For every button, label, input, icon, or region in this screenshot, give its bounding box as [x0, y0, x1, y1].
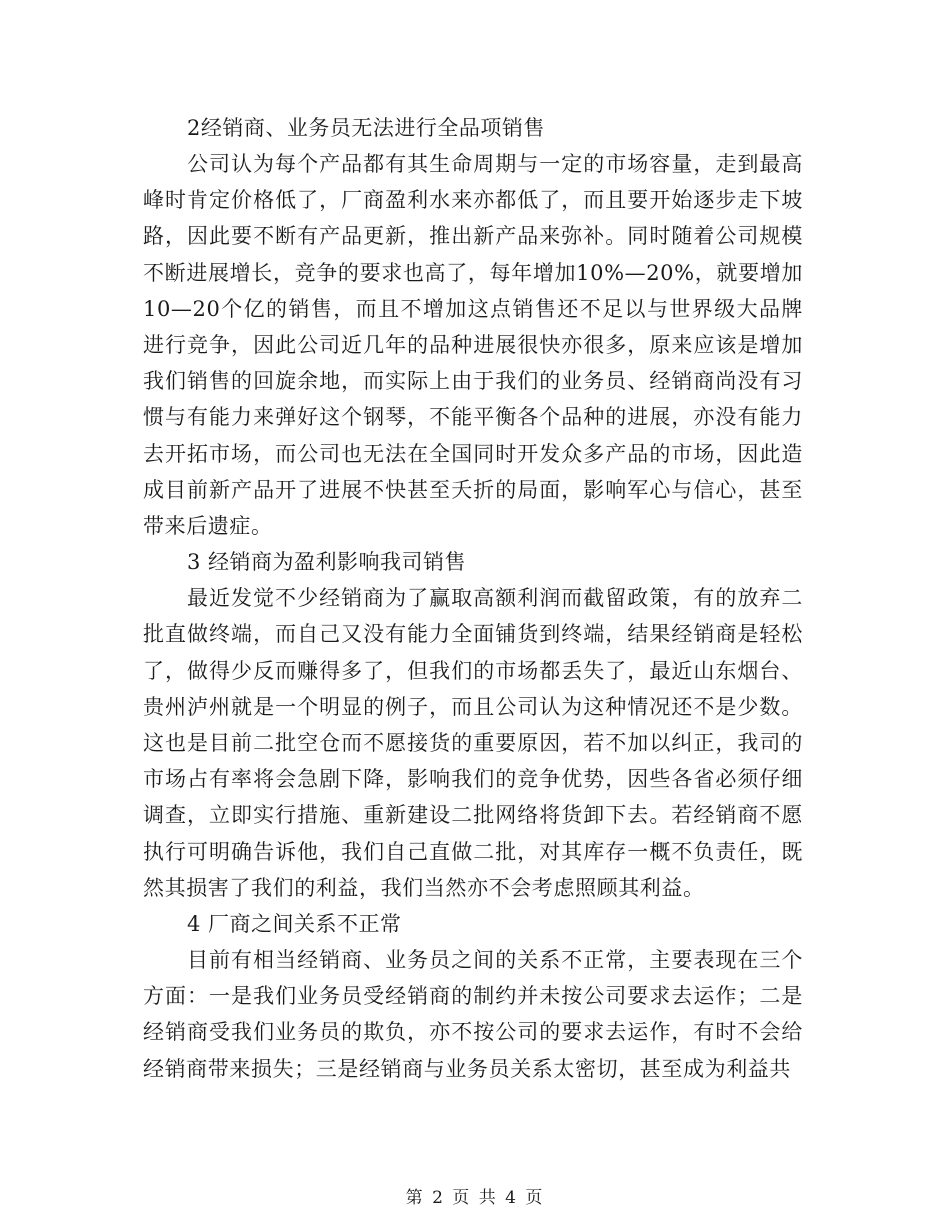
page-number-footer: 第 2 页 共 4 页: [405, 1188, 545, 1208]
section-heading-4: 4 厂商之间关系不正常: [187, 912, 402, 937]
section-paragraph-2: 公司认为每个产品都有其生命周期与一定的市场容量，走到最高峰时肯定价格低了，厂商盈利水来亦都低了，而且要开始逐步走下坡路，因此要不断有产品更新，推出新产品来弥补。同时随着公司规模不断进展增长，竞争的要求也高了，每年增加10%—20%，就要增加10—20个亿的销售，而且不增加这点销售还不足以与世界级大品牌进行竞争，因此公司近几年的品种进展很快亦很多，原来应该是增加我们销售的回旋余地，而实际上由于我们的业务员、经销商尚没有习惯与有能力来弹好这个钢琴，不能平衡各个品种的进展，亦没有能力去开拓市场，而公司也无法在全国同时开发众多产品的市场，因此造成目前新产品开了进展不快甚至夭折的局面，影响军心与信心，甚至带来后遗症。: [143, 152, 803, 539]
document-body: [143, 110, 803, 1087]
section-heading-2: 2经销商、业务员无法进行全品项销售: [187, 116, 545, 140]
section-paragraph-3: 最近发觉不少经销商为了赢取高额利润而截留政策，有的放弃二批直做终端，而自己又没有能力全面铺货到终端，结果经销商是轻松了，做得少反而赚得多了，但我们的市场都丢失了，最近山东烟台、贵州泸州就是一个明显的例子，而且公司认为这种情况还不是少数。这也是目前二批空仓而不愿接货的重要原因，若不加以纠正，我司的市场占有率将会急剧下降，影响我们的竞争优势，因些各省必须仔细调查，立即实行措施、重新建设二批网络将货卸下去。若经销商不愿执行可明确告诉他，我们自己直做二批，对其库存一概不负责任，既然其损害了我们的利益，我们当然亦不会考虑照顾其利益。: [143, 586, 803, 900]
section-heading-3: 3 经销商为盈利影响我司销售: [187, 550, 467, 575]
section-paragraph-4: 目前有相当经销商、业务员之间的关系不正常，主要表现在三个方面：一是我们业务员受经销商的制约并未按公司要求去运作；二是经销商受我们业务员的欺负，亦不按公司的要求去运作，有时不会给经销商带来损失；三是经销商与业务员关系太密切，甚至成为利益共: [143, 948, 803, 1081]
